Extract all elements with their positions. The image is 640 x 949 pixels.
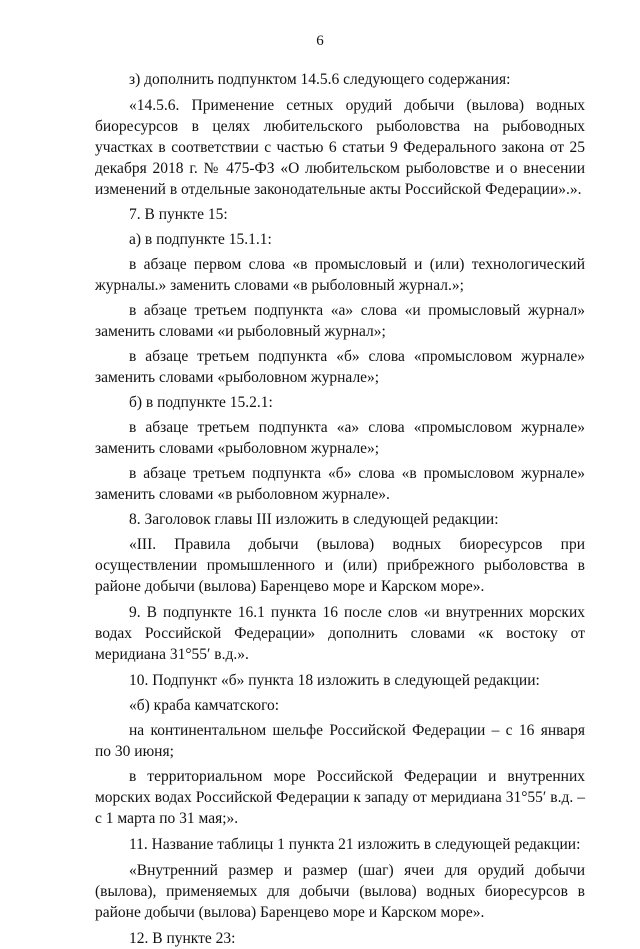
paragraph-7a-2: в абзаце третьем подпункта «а» слова «и промысловый журнал» заменить словами «и рыболовный журнал»; <box>95 302 585 340</box>
document-body <box>95 69 585 949</box>
paragraph-8: 8. Заголовок главы III изложить в следующей редакции: <box>129 511 499 528</box>
paragraph-11-title: «Внутренний размер и размер (шаг) ячеи для орудий добычи (вылова), применяемых для добычи (вылова) водных биоресурсов в районе добычи (вылова) Баренцево море и Карском море». <box>95 862 585 921</box>
paragraph-10-b: «б) краба камчатского: <box>129 697 280 714</box>
paragraph-chapter-3-title: «III. Правила добычи (вылова) водных биоресурсов при осуществлении промышленного и (или) прибрежного рыболовства в районе добычи (вылова) Баренцево море и Карском море». <box>95 536 585 595</box>
paragraph-11: 11. Название таблицы 1 пункта 21 изложить в следующей редакции: <box>129 836 581 853</box>
paragraph-10: 10. Подпункт «б» пункта 18 изложить в следующей редакции: <box>129 672 540 689</box>
paragraph-7a-3: в абзаце третьем подпункта «б» слова «промысловом журнале» заменить словами «рыболовном журнале»; <box>95 348 585 386</box>
paragraph-14-5-6: «14.5.6. Применение сетных орудий добычи (вылова) водных биоресурсов в целях любительского рыболовства на рыбоводных участках в соответствии с частью 6 статьи 9 Федерального закона от 25 декабря 2018 г. № 475-ФЗ «О любительском рыболовстве и о внесении изменений в отдельные законодательные акты Российской Федерации».». <box>95 97 585 198</box>
paragraph-12: 12. В пункте 23: <box>129 930 236 947</box>
paragraph-7a-1: в абзаце первом слова «в промысловый и (или) технологический журналы.» заменить словами «в рыболовный журнал.»; <box>95 256 585 294</box>
paragraph-7a: а) в подпункте 15.1.1: <box>129 231 272 248</box>
paragraph-10-b-2: в территориальном море Российской Федерации и внутренних морских водах Российской Федерации к западу от меридиана 31°55′ в.д. – с 1 марта по 31 мая;». <box>95 768 585 827</box>
paragraph-7: 7. В пункте 15: <box>129 206 228 223</box>
paragraph-z: з) дополнить подпунктом 14.5.6 следующего содержания: <box>129 71 511 88</box>
paragraph-7b-2: в абзаце третьем подпункта «б» слова «в промысловом журнале» заменить словами «в рыболовном журнале». <box>95 465 585 503</box>
page-number: 6 <box>316 33 324 49</box>
paragraph-10-b-1: на континентальном шельфе Российской Федерации – с 16 января по 30 июня; <box>95 722 585 760</box>
paragraph-7b: б) в подпункте 15.2.1: <box>129 394 273 411</box>
paragraph-9: 9. В подпункте 16.1 пункта 16 после слов «и внутренних морских водах Российской Федерации» дополнить словами «к востоку от меридиана 31°55′ в.д.». <box>95 604 585 663</box>
paragraph-7b-1: в абзаце третьем подпункта «а» слова «промысловом журнале» заменить словами «рыболовном журнале»; <box>95 419 585 457</box>
